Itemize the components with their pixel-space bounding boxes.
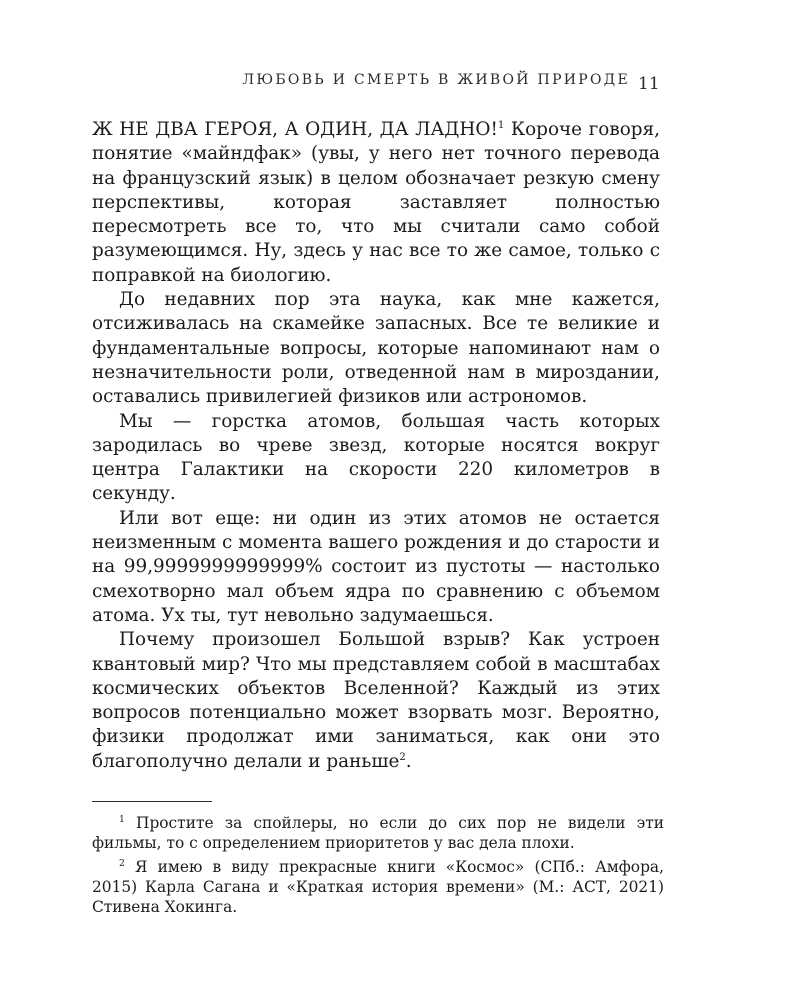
paragraph-5-text: Почему произошел Большой взрыв? Как устроен квантовый мир? Что мы представляем собой в масштабах космических объектов Вселенной? Каждый из этих вопросов потенциально может взорвать мозг. Вероятно, физики продолжат ими заниматься, как они это благополучно делали и раньше bbox=[92, 629, 660, 772]
paragraph-5 bbox=[92, 628, 660, 774]
footnote-2-number: 2 bbox=[119, 857, 125, 869]
footnote-2-text: Я имею в виду прекрасные книги «Космос» (СПб.: Амфора, 2015) Карла Сагана и «Краткая история времени» (М.: АСТ, 2021) Стивена Хокинга. bbox=[92, 857, 664, 917]
footnote-1 bbox=[92, 813, 664, 854]
footnote-2 bbox=[92, 857, 664, 918]
footnote-1-number: 1 bbox=[119, 813, 125, 825]
footnote-ref-2[interactable]: 2 bbox=[399, 751, 406, 763]
paragraph-5-end: . bbox=[405, 750, 412, 772]
paragraph-2: До недавних пор эта наука, как мне кажется, отсиживалась на скамейке запасных. Все те великие и фундаментальные вопросы, которые напоминают нам о незначительности роли, отведенной нам в мироздании, оставались привилегией физиков или астрономов. bbox=[92, 289, 660, 408]
footnote-ref-1[interactable]: 1 bbox=[497, 119, 505, 131]
paragraph-4: Или вот еще: ни один из этих атомов не остается неизменным с момента вашего рождения и до старости и на 99,9999999999999% состоит из пустоты — настолько смехотворно мал объем ядра по сравнению с объемом атома. Ух ты, тут невольно задумаешься. bbox=[92, 507, 660, 626]
main-text bbox=[92, 118, 660, 774]
footnotes bbox=[92, 813, 664, 920]
running-head: ЛЮБОВЬ И СМЕРТЬ В ЖИВОЙ ПРИРОДЕ bbox=[242, 72, 630, 88]
paragraph-1 bbox=[92, 118, 660, 288]
paragraph-3: Мы — горстка атомов, большая часть которых зародилась во чреве звезд, которые носятся вокруг центра Галактики на скорости 220 километров в секунду. bbox=[92, 410, 660, 505]
page-number: 11 bbox=[638, 74, 660, 94]
footnote-1-text: Простите за спойлеры, но если до сих пор не видели эти фильмы, то с определением приоритетов у вас дела плохи. bbox=[92, 814, 664, 853]
footnote-divider bbox=[92, 801, 212, 802]
paragraph-1-lead: Ж НЕ ДВА ГЕРОЯ, А ОДИН, ДА ЛАДНО! bbox=[92, 119, 498, 140]
paragraph-1-rest: Короче говоря, понятие «майндфак» (увы, у него нет точного перевода на французский язык) в целом обозначает резкую смену перспективы, которая заставляет полностью пересмотреть все то, что мы считали само собой разумеющимся. Ну, здесь у нас все то же самое, только с поправкой на биологию. bbox=[92, 119, 660, 286]
